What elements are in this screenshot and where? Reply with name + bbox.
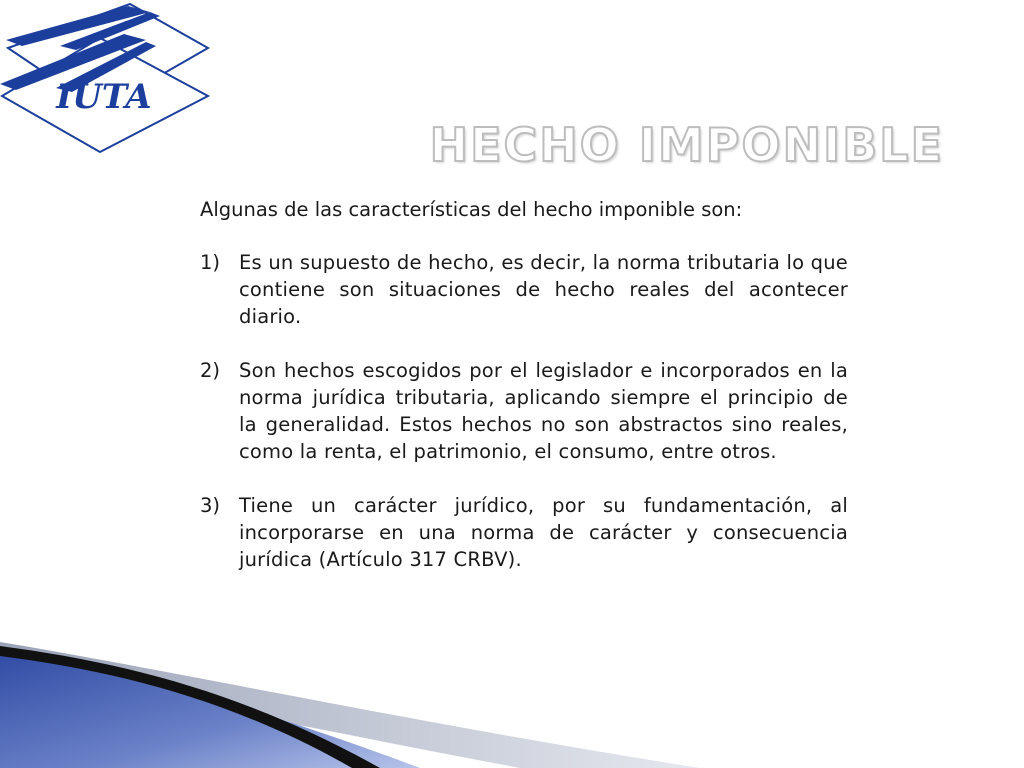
slide-content [200, 196, 848, 600]
intro-text: Algunas de las características del hecho imponible son: [200, 198, 743, 221]
list-item-number: 1) [200, 251, 221, 274]
list-item [200, 492, 848, 573]
list-item-number: 3) [200, 494, 221, 517]
list-item-text: Es un supuesto de hecho, es decir, la norma tributaria lo que contiene son situaciones de hecho reales del acontecer diario. [239, 251, 848, 328]
swoosh-blue-band [0, 648, 420, 768]
list-item [200, 249, 848, 330]
slide-title: HECHO IMPONIBLE [429, 118, 944, 172]
list-item-number: 2) [200, 359, 221, 382]
list-item-text: Son hechos escogidos por el legislador e incorporados en la norma jurídica tributaria, aplicando siempre el principio de la generalidad. Estos hechos no son abstractos sino reales, como la renta, el patrimonio, el consumo, entre otros. [239, 359, 848, 463]
iuta-logo [0, 0, 215, 160]
characteristics-list [200, 249, 848, 573]
list-item-text: Tiene un carácter jurídico, por su fundamentación, al incorporarse en una norma de carácter y consecuencia jurídica (Artículo 317 CRBV). [239, 494, 848, 571]
decorative-swoosh [0, 638, 1024, 768]
logo-text: IUTA [56, 77, 152, 117]
list-item [200, 357, 848, 465]
